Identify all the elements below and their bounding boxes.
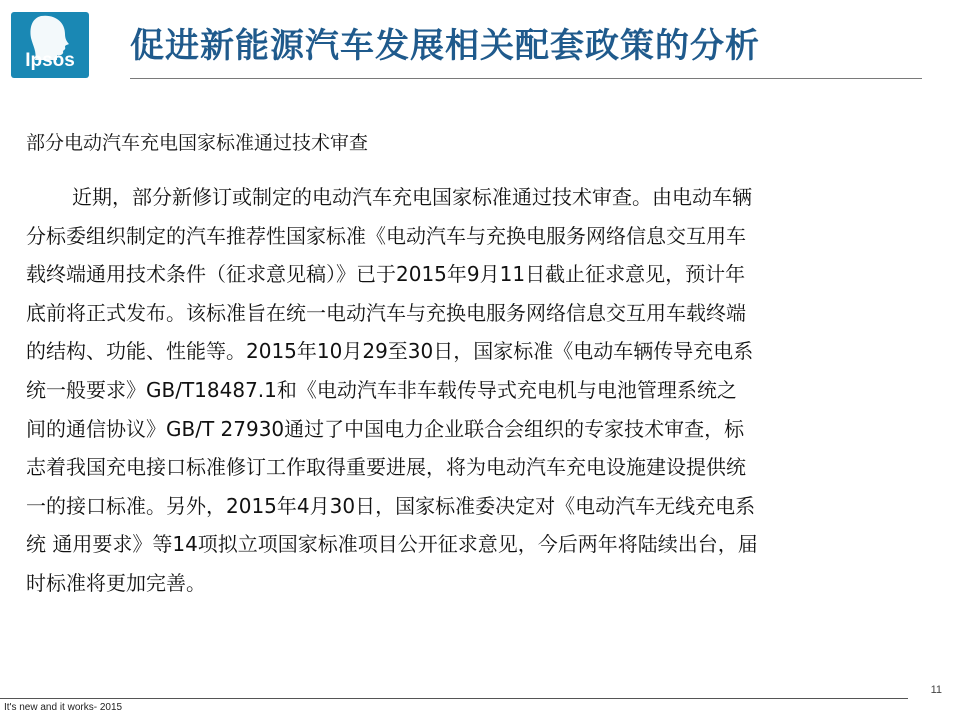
ipsos-logo — [11, 12, 89, 78]
paragraph-line: 志着我国充电接口标准修订工作取得重要进展，将为电动汽车充电设施建设提供统 — [26, 455, 746, 480]
logo-text: Ipsos — [25, 50, 75, 71]
paragraph-line: 近期，部分新修订或制定的电动汽车充电国家标准通过技术审查。由电动车辆 — [72, 185, 752, 209]
body-paragraph — [26, 178, 926, 603]
paragraph-line: 一的接口标准。另外，2015年4月30日，国家标准委决定对《电动汽车无线充电系 — [26, 493, 756, 518]
paragraph-line: 载终端通用技术条件（征求意见稿）》已于2015年9月11日截止征求意见，预计年 — [26, 262, 746, 287]
title-divider — [130, 78, 922, 79]
paragraph-line: 间的通信协议》GB/T 27930通过了中国电力企业联合会组织的专家技术审查，标 — [26, 416, 745, 441]
paragraph-line: 统 通用要求》等14项拟立项国家标准项目公开征求意见，今后两年将陆续出台，届 — [26, 532, 758, 557]
paragraph-line: 统一般要求》GB/T18487.1和《电动汽车非车载传导式充电机与电池管理系统之 — [26, 377, 737, 402]
paragraph-line: 的结构、功能、性能等。2015年10月29至30日，国家标准《电动车辆传导充电系 — [26, 339, 754, 364]
paragraph-line: 分标委组织制定的汽车推荐性国家标准《电动汽车与充换电服务网络信息交互用车 — [26, 223, 746, 248]
paragraph-line: 时标准将更加完善。 — [26, 570, 206, 595]
paragraph-line: 底前将正式发布。该标准旨在统一电动汽车与充换电服务网络信息交互用车载终端 — [26, 300, 746, 325]
footer-tagline: It's new and it works- 2015 — [4, 702, 123, 713]
page-number: 11 — [930, 684, 942, 696]
footer-divider — [0, 698, 908, 699]
section-heading: 部分电动汽车充电国家标准通过技术审查 — [26, 132, 369, 154]
page-title: 促进新能源汽车发展相关配套政策的分析 — [130, 26, 760, 66]
